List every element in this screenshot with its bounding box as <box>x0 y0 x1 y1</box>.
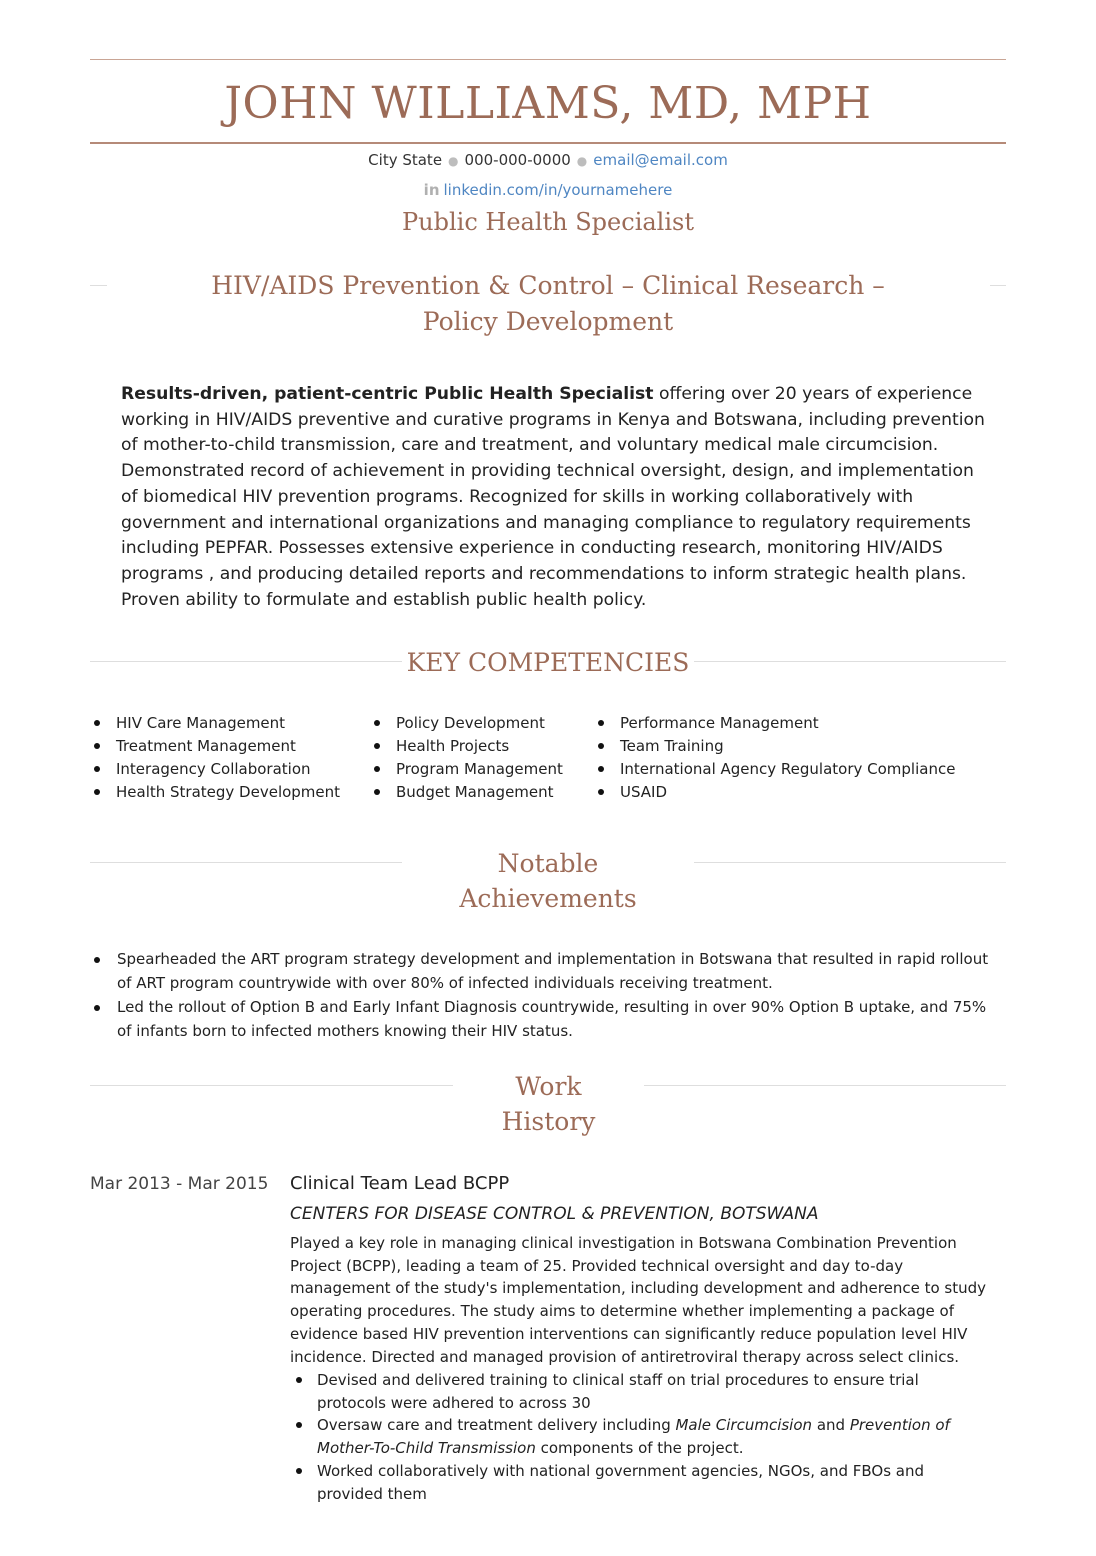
top-rule <box>90 59 1006 60</box>
separator-dot: ● <box>448 154 459 168</box>
competency-item: HIV Care Management <box>90 712 340 735</box>
job-dates: Mar 2013 - Mar 2015 <box>90 1174 269 1194</box>
job-bullet: Worked collaboratively with national government agencies, NGOs, and FBOs and provided them <box>290 1460 990 1505</box>
separator-dot: ● <box>576 154 588 168</box>
name-underline <box>90 142 1006 144</box>
bullet-text: components of the project. <box>535 1439 744 1458</box>
competencies-heading: KEY COMPETENCIES <box>406 648 690 677</box>
summary-lead: Results-driven, patient-centric Public Health Specialist <box>121 384 654 404</box>
competency-item: International Agency Regulatory Compliance <box>594 758 955 781</box>
competency-item: Treatment Management <box>90 735 340 758</box>
work-rule-left <box>90 1085 453 1086</box>
competency-item: Program Management <box>370 758 563 781</box>
work-heading-line-1: Work <box>515 1072 582 1101</box>
competency-item: Interagency Collaboration <box>90 758 340 781</box>
contact-line <box>90 151 1006 169</box>
competencies-column-3 <box>594 712 955 804</box>
job-title: Clinical Team Lead BCPP <box>290 1173 510 1194</box>
bullet-emphasis: Male Circumcision <box>675 1416 813 1435</box>
bullet-text: and <box>812 1416 850 1435</box>
professional-summary <box>121 382 991 613</box>
candidate-name: JOHN WILLIAMS, MD, MPH <box>224 78 872 129</box>
job-organization: CENTERS FOR DISEASE CONTROL & PREVENTION, BOTSWANA <box>290 1204 819 1224</box>
job-description: Played a key role in managing clinical investigation in Botswana Combination Prevention Project (BCPP), leading a team of 25. Provided technical oversight and day to-day management of the study's implementation, including development and adherence to study operating procedures. The study aims to determine whether implementing a package of evidence based HIV prevention interventions can significantly reduce population level HIV incidence. Directed and managed provision of antiretroviral therapy across select clinics. <box>290 1234 987 1366</box>
work-heading-line-2: History <box>501 1107 596 1136</box>
achievements-heading-line-2: Achievements <box>459 884 637 913</box>
email-link[interactable]: email@email.com <box>593 151 728 169</box>
achievements-list <box>90 948 990 1044</box>
work-rule-right <box>644 1085 1006 1086</box>
phone: 000-000-0000 <box>464 151 571 169</box>
headline: HIV/AIDS Prevention & Control – Clinical Research – Policy Development <box>211 271 885 336</box>
bullet-emphasis: Prevention of Mother-To-Child Transmission <box>317 1416 950 1458</box>
competencies-rule-left <box>90 661 402 662</box>
competency-item: Team Training <box>594 735 955 758</box>
achievements-heading-line-1: Notable <box>497 849 599 878</box>
linkedin-link[interactable]: linkedin.com/in/yournamehere <box>443 181 673 199</box>
job-bullets <box>290 1369 990 1505</box>
competency-item: Health Projects <box>370 735 563 758</box>
achievements-rule-left <box>90 862 402 863</box>
achievement-item: Spearheaded the ART program strategy development and implementation in Botswana that resulted in rapid rollout of ART program countrywide with over 80% of infected individuals receiving treatment. <box>90 948 990 995</box>
competencies-column-2 <box>370 712 563 804</box>
competencies-column-1 <box>90 712 340 804</box>
competency-item: Budget Management <box>370 781 563 804</box>
summary-text: offering over 20 years of experience working in HIV/AIDS preventive and curative programs in Kenya and Botswana, including prevention of mother-to-child transmission, care and treatment, and voluntary medical male circumcision. Demonstrated record of achievement in providing technical oversight, design, and implementation of biomedical HIV prevention programs. Recognized for skills in working collaboratively with government and international organizations and managing compliance to regulatory requirements including PEPFAR. Possesses extensive experience in conducting research, monitoring HIV/AIDS programs , and producing detailed reports and recommendations to inform strategic health plans. Proven ability to formulate and establish public health policy. <box>121 384 985 610</box>
job-bullet <box>290 1414 990 1459</box>
competency-item: Performance Management <box>594 712 955 735</box>
work-history-heading <box>453 1069 644 1139</box>
competency-item: Health Strategy Development <box>90 781 340 804</box>
competency-item: Policy Development <box>370 712 563 735</box>
professional-title: Public Health Specialist <box>402 208 694 236</box>
linkedin-line <box>90 181 1006 199</box>
location: City State <box>368 151 443 169</box>
competencies-rule-right <box>694 661 1006 662</box>
achievement-item: Led the rollout of Option B and Early Infant Diagnosis countrywide, resulting in over 90% Option B uptake, and 75% of infants born to infected mothers knowing their HIV status. <box>90 996 990 1043</box>
bullet-text: Oversaw care and treatment delivery including <box>317 1416 676 1435</box>
competency-item: USAID <box>594 781 955 804</box>
job-bullet: Devised and delivered training to clinical staff on trial procedures to ensure trial protocols were adhered to across 30 <box>290 1369 990 1414</box>
linkedin-icon: in <box>423 181 440 199</box>
achievements-heading <box>402 846 694 916</box>
achievements-rule-right <box>694 862 1006 863</box>
